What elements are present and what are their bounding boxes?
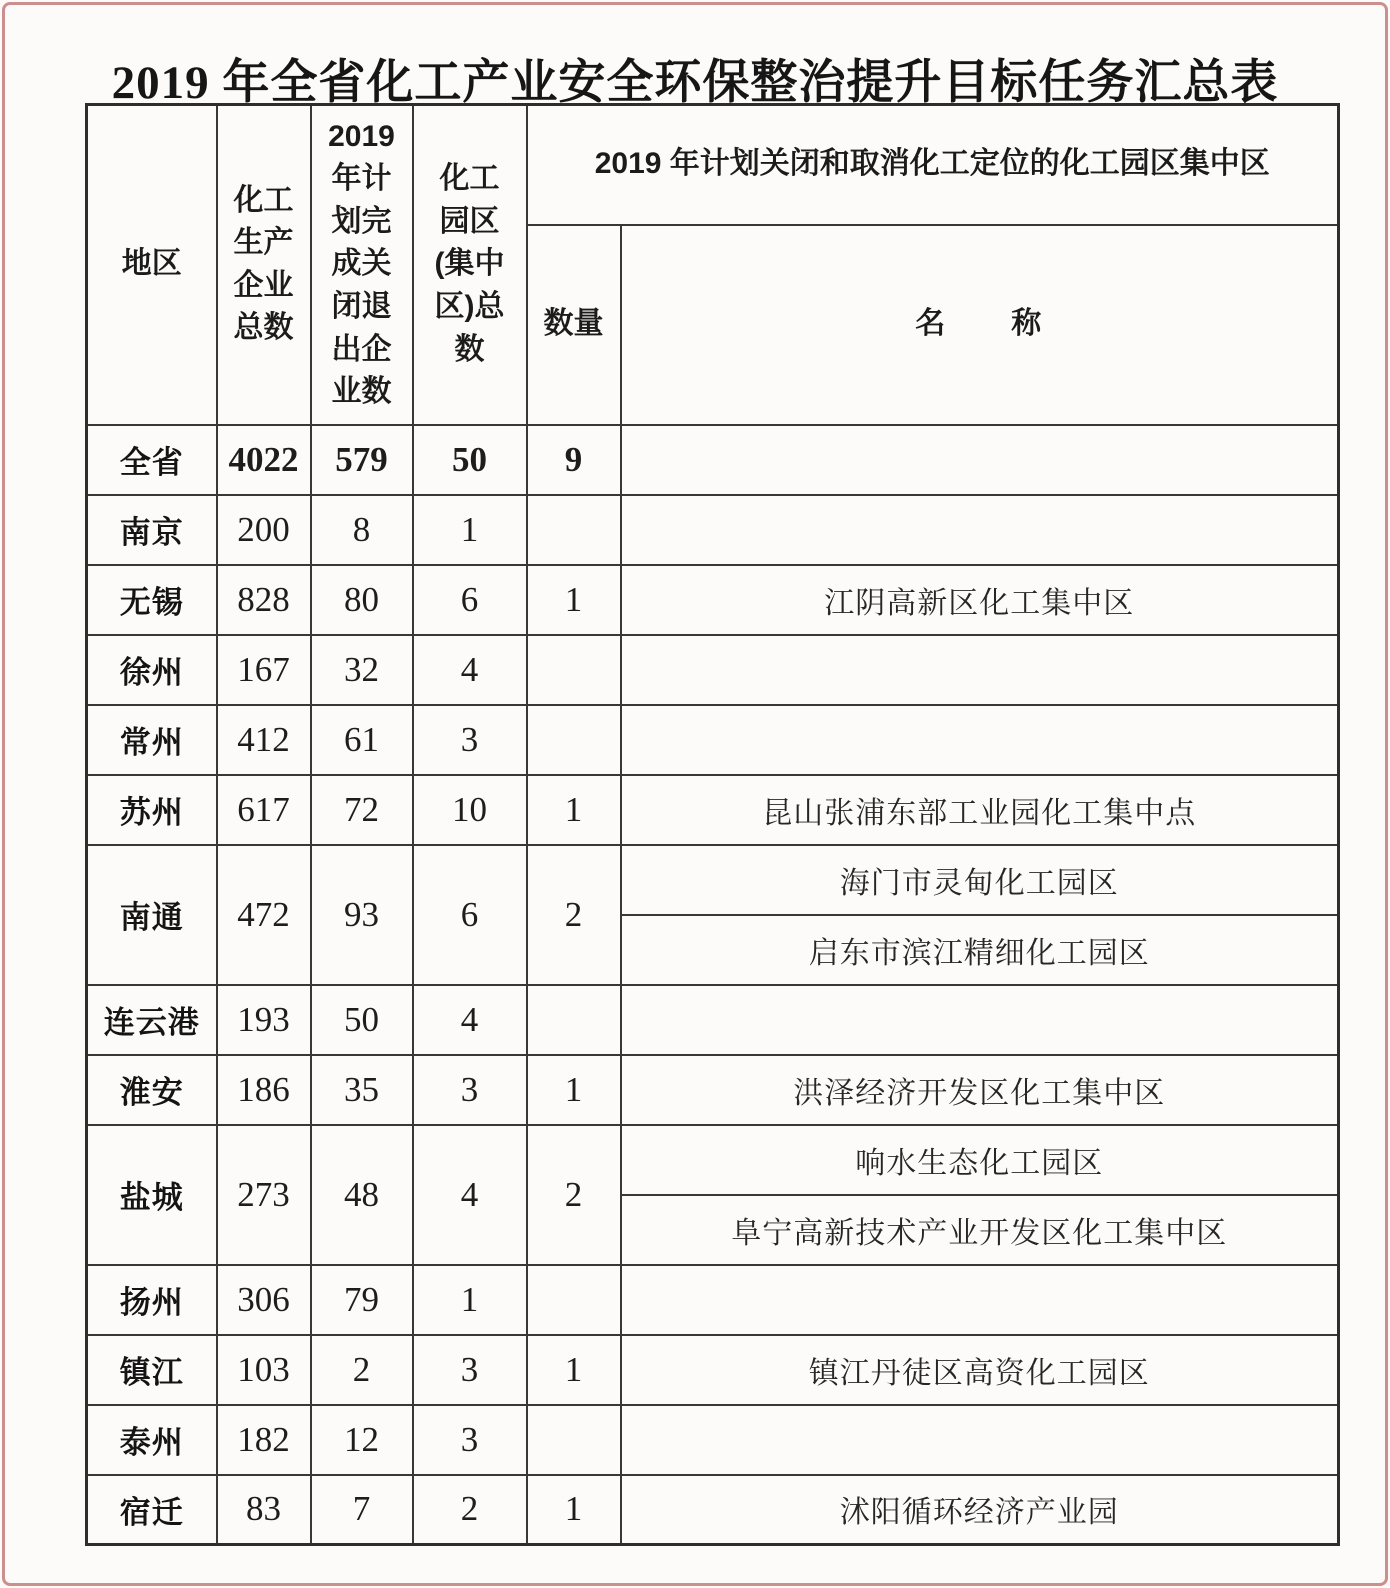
cell-enterprises: 273 xyxy=(217,1125,311,1265)
table-row xyxy=(87,495,1339,565)
page-title: 2019 年全省化工产业安全环保整治提升目标任务汇总表 xyxy=(111,57,1279,110)
table-row xyxy=(87,845,1339,915)
header-region: 地区 xyxy=(87,105,217,425)
header-row-top xyxy=(87,105,1339,225)
cell-closures: 79 xyxy=(311,1265,413,1335)
table-body xyxy=(87,425,1339,1545)
cell-quantity xyxy=(527,635,621,705)
cell-name xyxy=(621,635,1339,705)
header-closed-parks-group: 2019 年计划关闭和取消化工定位的化工园区集中区 xyxy=(527,105,1339,225)
cell-quantity: 9 xyxy=(527,425,621,495)
cell-quantity: 1 xyxy=(527,1335,621,1405)
cell-name: 江阴高新区化工集中区 xyxy=(621,565,1339,635)
cell-enterprises: 412 xyxy=(217,705,311,775)
cell-enterprises: 167 xyxy=(217,635,311,705)
cell-enterprises: 182 xyxy=(217,1405,311,1475)
cell-quantity xyxy=(527,1265,621,1335)
cell-closures: 48 xyxy=(311,1125,413,1265)
cell-closures: 12 xyxy=(311,1405,413,1475)
cell-enterprises: 828 xyxy=(217,565,311,635)
cell-closures: 35 xyxy=(311,1055,413,1125)
cell-name xyxy=(621,495,1339,565)
cell-region: 淮安 xyxy=(87,1055,217,1125)
cell-closures: 93 xyxy=(311,845,413,985)
cell-name xyxy=(621,985,1339,1055)
cell-name: 阜宁高新技术产业开发区化工集中区 xyxy=(621,1195,1339,1265)
cell-parks: 6 xyxy=(413,845,527,985)
table-row xyxy=(87,1055,1339,1125)
cell-closures: 2 xyxy=(311,1335,413,1405)
table-row xyxy=(87,1265,1339,1335)
cell-parks: 4 xyxy=(413,985,527,1055)
cell-parks: 1 xyxy=(413,495,527,565)
cell-closures: 80 xyxy=(311,565,413,635)
table-header xyxy=(87,105,1339,425)
cell-region: 常州 xyxy=(87,705,217,775)
cell-name: 沭阳循环经济产业园 xyxy=(621,1475,1339,1545)
cell-name: 海门市灵甸化工园区 xyxy=(621,845,1339,915)
cell-region: 徐州 xyxy=(87,635,217,705)
cell-region: 镇江 xyxy=(87,1335,217,1405)
summary-table xyxy=(85,103,1340,1546)
cell-enterprises: 472 xyxy=(217,845,311,985)
cell-region: 泰州 xyxy=(87,1405,217,1475)
cell-parks: 3 xyxy=(413,705,527,775)
header-name: 名 称 xyxy=(621,225,1339,425)
cell-parks: 4 xyxy=(413,1125,527,1265)
cell-region: 苏州 xyxy=(87,775,217,845)
cell-quantity xyxy=(527,1405,621,1475)
cell-name xyxy=(621,425,1339,495)
table-row xyxy=(87,635,1339,705)
cell-enterprises: 617 xyxy=(217,775,311,845)
table-row xyxy=(87,1335,1339,1405)
table-row xyxy=(87,565,1339,635)
table-row xyxy=(87,775,1339,845)
cell-quantity: 1 xyxy=(527,1475,621,1545)
cell-region: 宿迁 xyxy=(87,1475,217,1545)
cell-enterprises: 83 xyxy=(217,1475,311,1545)
header-parks: 化工园区(集中区)总数 xyxy=(413,105,527,425)
cell-region: 南通 xyxy=(87,845,217,985)
cell-region: 南京 xyxy=(87,495,217,565)
cell-closures: 72 xyxy=(311,775,413,845)
cell-enterprises: 186 xyxy=(217,1055,311,1125)
cell-closures: 579 xyxy=(311,425,413,495)
cell-enterprises: 193 xyxy=(217,985,311,1055)
cell-name: 洪泽经济开发区化工集中区 xyxy=(621,1055,1339,1125)
cell-parks: 2 xyxy=(413,1475,527,1545)
cell-quantity xyxy=(527,705,621,775)
cell-name: 响水生态化工园区 xyxy=(621,1125,1339,1195)
table-row xyxy=(87,985,1339,1055)
header-quantity: 数量 xyxy=(527,225,621,425)
cell-closures: 61 xyxy=(311,705,413,775)
cell-parks: 3 xyxy=(413,1405,527,1475)
cell-name: 启东市滨江精细化工园区 xyxy=(621,915,1339,985)
cell-closures: 7 xyxy=(311,1475,413,1545)
header-closures: 2019年计划完成关闭退出企业数 xyxy=(311,105,413,425)
table-row xyxy=(87,1475,1339,1545)
cell-parks: 3 xyxy=(413,1055,527,1125)
cell-parks: 1 xyxy=(413,1265,527,1335)
cell-name xyxy=(621,1265,1339,1335)
cell-parks: 3 xyxy=(413,1335,527,1405)
cell-name xyxy=(621,705,1339,775)
table-row-province-total xyxy=(87,425,1339,495)
cell-parks: 10 xyxy=(413,775,527,845)
cell-name: 镇江丹徒区高资化工园区 xyxy=(621,1335,1339,1405)
cell-region: 盐城 xyxy=(87,1125,217,1265)
cell-closures: 8 xyxy=(311,495,413,565)
cell-name xyxy=(621,1405,1339,1475)
cell-quantity: 1 xyxy=(527,565,621,635)
cell-quantity xyxy=(527,495,621,565)
cell-region: 全省 xyxy=(87,425,217,495)
cell-closures: 32 xyxy=(311,635,413,705)
cell-parks: 50 xyxy=(413,425,527,495)
cell-enterprises: 200 xyxy=(217,495,311,565)
header-enterprises: 化工生产企业总数 xyxy=(217,105,311,425)
cell-region: 连云港 xyxy=(87,985,217,1055)
cell-name: 昆山张浦东部工业园化工集中点 xyxy=(621,775,1339,845)
cell-closures: 50 xyxy=(311,985,413,1055)
cell-parks: 4 xyxy=(413,635,527,705)
cell-quantity: 1 xyxy=(527,1055,621,1125)
cell-quantity: 2 xyxy=(527,845,621,985)
cell-enterprises: 103 xyxy=(217,1335,311,1405)
table-row xyxy=(87,1125,1339,1195)
cell-region: 扬州 xyxy=(87,1265,217,1335)
cell-quantity: 2 xyxy=(527,1125,621,1265)
table-row xyxy=(87,1405,1339,1475)
cell-parks: 6 xyxy=(413,565,527,635)
table-row xyxy=(87,705,1339,775)
cell-enterprises: 4022 xyxy=(217,425,311,495)
cell-region: 无锡 xyxy=(87,565,217,635)
cell-quantity xyxy=(527,985,621,1055)
cell-enterprises: 306 xyxy=(217,1265,311,1335)
cell-quantity: 1 xyxy=(527,775,621,845)
